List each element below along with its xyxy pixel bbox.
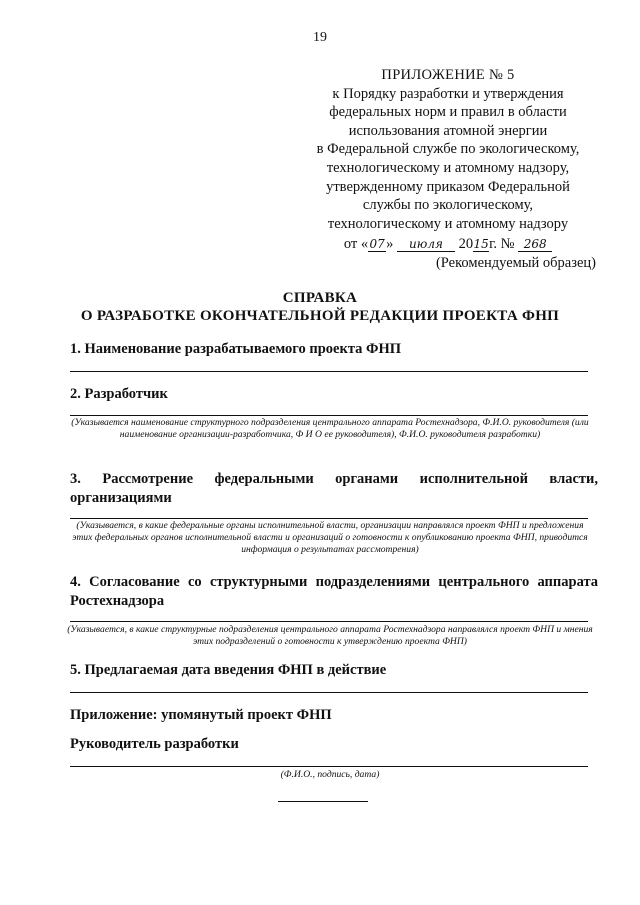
section-4-note: (Указывается, в какие структурные подразделения центрального аппарата Ростехнадзора направлялся проект ФНП и мнения этих подразделений о готовности к утверждению проекта ФНП) <box>67 624 593 648</box>
document-title: СПРАВКА <box>282 290 358 306</box>
order-year-prefix: 20 <box>458 236 474 253</box>
section-1-heading: 1. Наименование разрабатываемого проекта ФНП <box>70 341 402 357</box>
section-3-heading: 3. Рассмотрение федеральными органами исполнительной власти, организациями <box>70 471 598 506</box>
appendix-line: федеральных норм и правил в области <box>329 104 567 121</box>
order-number-handwritten: 268 <box>518 237 552 252</box>
appendix-line: технологическому и атомному надзору <box>327 215 569 232</box>
appendix-block <box>300 66 596 254</box>
order-prefix: от « <box>343 236 369 253</box>
appendix-line: к Порядку разработки и утверждения <box>332 85 564 102</box>
order-number-label: г. № <box>489 236 515 253</box>
appendix-line: службы по экологическому, <box>362 197 534 214</box>
appendix-line: в Федеральной службе по экологическому, <box>316 141 580 158</box>
section-3-fill-line <box>70 518 588 519</box>
section-5-fill-line <box>70 692 588 693</box>
recommended-sample-label: (Рекомендуемый образец) <box>435 255 596 271</box>
order-month-handwritten: июля <box>397 237 455 252</box>
appendix-line: технологическому и атомному надзору, <box>326 159 570 176</box>
section-3-note: (Указывается, в какие федеральные органы исполнительной власти, организации направлялся проект ФНП и предложения этих федеральных органов исполнительной власти и организаций о готовности к опубликованию проекта ФНП, приводится информация о результатах рассмотрения) <box>72 520 588 556</box>
appendix-line: использования атомной энергии <box>348 122 548 139</box>
section-1-fill-line <box>70 371 588 372</box>
closing-separator <box>278 801 368 802</box>
section-2-note: (Указывается наименование структурного подразделения центрального аппарата Ростехнадзора, Ф.И.О. руководителя (или наименование организации-разработчика, Ф И О ее руководителя), Ф.И.О. руководителя разработки) <box>71 417 589 441</box>
section-4-heading: 4. Согласование со структурными подразделениями центрального аппарата Ростехнадзора <box>70 574 598 609</box>
order-year-handwritten: 15 <box>473 237 489 252</box>
section-2-heading: 2. Разработчик <box>70 386 168 402</box>
signature-note: (Ф.И.О., подпись, дата) <box>280 769 380 780</box>
page-number: 19 <box>313 30 327 45</box>
order-mid: » <box>386 236 394 253</box>
attachment-line: Приложение: упомянутый проект ФНП <box>70 707 332 723</box>
order-day-handwritten: 07 <box>369 237 385 252</box>
appendix-line: утвержденному приказом Федеральной <box>326 178 570 195</box>
section-4-fill-line <box>70 621 588 622</box>
signature-fill-line <box>70 766 588 767</box>
order-date-line <box>300 235 596 254</box>
document-subtitle: О РАЗРАБОТКЕ ОКОНЧАТЕЛЬНОЙ РЕДАКЦИИ ПРОЕКТА ФНП <box>80 308 560 324</box>
section-5-heading: 5. Предлагаемая дата введения ФНП в действие <box>70 662 387 678</box>
appendix-title: ПРИЛОЖЕНИЕ № 5 <box>381 67 515 83</box>
section-2-fill-line <box>70 415 588 416</box>
signatory-label: Руководитель разработки <box>70 736 239 752</box>
